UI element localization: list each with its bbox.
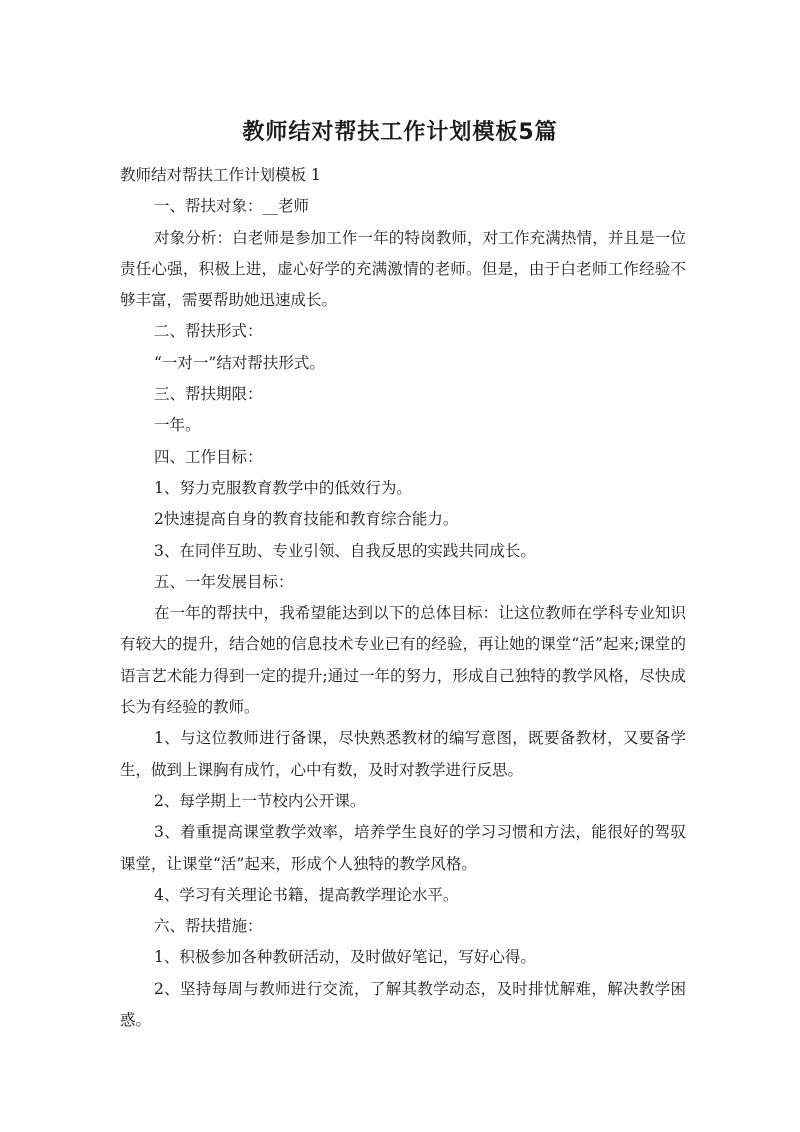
paragraph: 一、帮扶对象：__老师 <box>154 197 310 216</box>
document-title: 教师结对帮扶工作计划模板5篇 <box>242 120 558 145</box>
paragraph: 四、工作目标： <box>154 447 263 466</box>
paragraph: 在一年的帮扶中，我希望能达到以下的总体目标：让这位教师在学科专业知识有较大的提升，结合她的信息技术专业已有的经验，再让她的课堂“活”起来;课堂的语言艺术能力得到一定的提升;通过一年的努力，形成自己独特的教学风格，尽快成长为有经验的教师。 <box>120 604 686 717</box>
paragraph: 1、积极参加各种教研活动，及时做好笔记，写好心得。 <box>154 948 536 967</box>
paragraph: 2快速提高自身的教育技能和教育综合能力。 <box>154 510 459 529</box>
paragraph: 一年。 <box>154 416 201 435</box>
section-subtitle: 教师结对帮扶工作计划模板 1 <box>120 166 321 184</box>
paragraph: 1、努力克服教育教学中的低效行为。 <box>154 478 412 497</box>
paragraph: “一对一”结对帮扶形式。 <box>154 353 325 372</box>
paragraph: 六、帮扶措施： <box>154 917 263 936</box>
document-body <box>120 160 686 1036</box>
paragraph: 3、在同伴互助、专业引领、自我反思的实践共同成长。 <box>154 541 536 560</box>
paragraph: 对象分析：白老师是参加工作一年的特岗教师，对工作充满热情，并且是一位责任心强，积极上进，虚心好学的充满激情的老师。但是，由于白老师工作经验不够丰富，需要帮助她迅速成长。 <box>120 228 686 310</box>
paragraph: 二、帮扶形式： <box>154 322 263 341</box>
paragraph: 1、与这位教师进行备课，尽快熟悉教材的编写意图，既要备教材，又要备学生，做到上课胸有成竹，心中有数，及时对教学进行反思。 <box>120 729 686 779</box>
paragraph: 2、坚持每周与教师进行交流，了解其教学动态，及时排忧解难，解决教学困惑。 <box>120 979 686 1030</box>
paragraph: 三、帮扶期限： <box>154 385 263 404</box>
paragraph: 4、学习有关理论书籍，提高教学理论水平。 <box>154 885 459 904</box>
paragraph: 五、一年发展目标： <box>154 572 294 591</box>
paragraph: 3、着重提高课堂教学效率，培养学生良好的学习习惯和方法，能很好的驾驭课堂，让课堂“活”起来，形成个人独特的教学风格。 <box>120 823 686 873</box>
paragraph: 2、每学期上一节校内公开课。 <box>154 791 366 810</box>
